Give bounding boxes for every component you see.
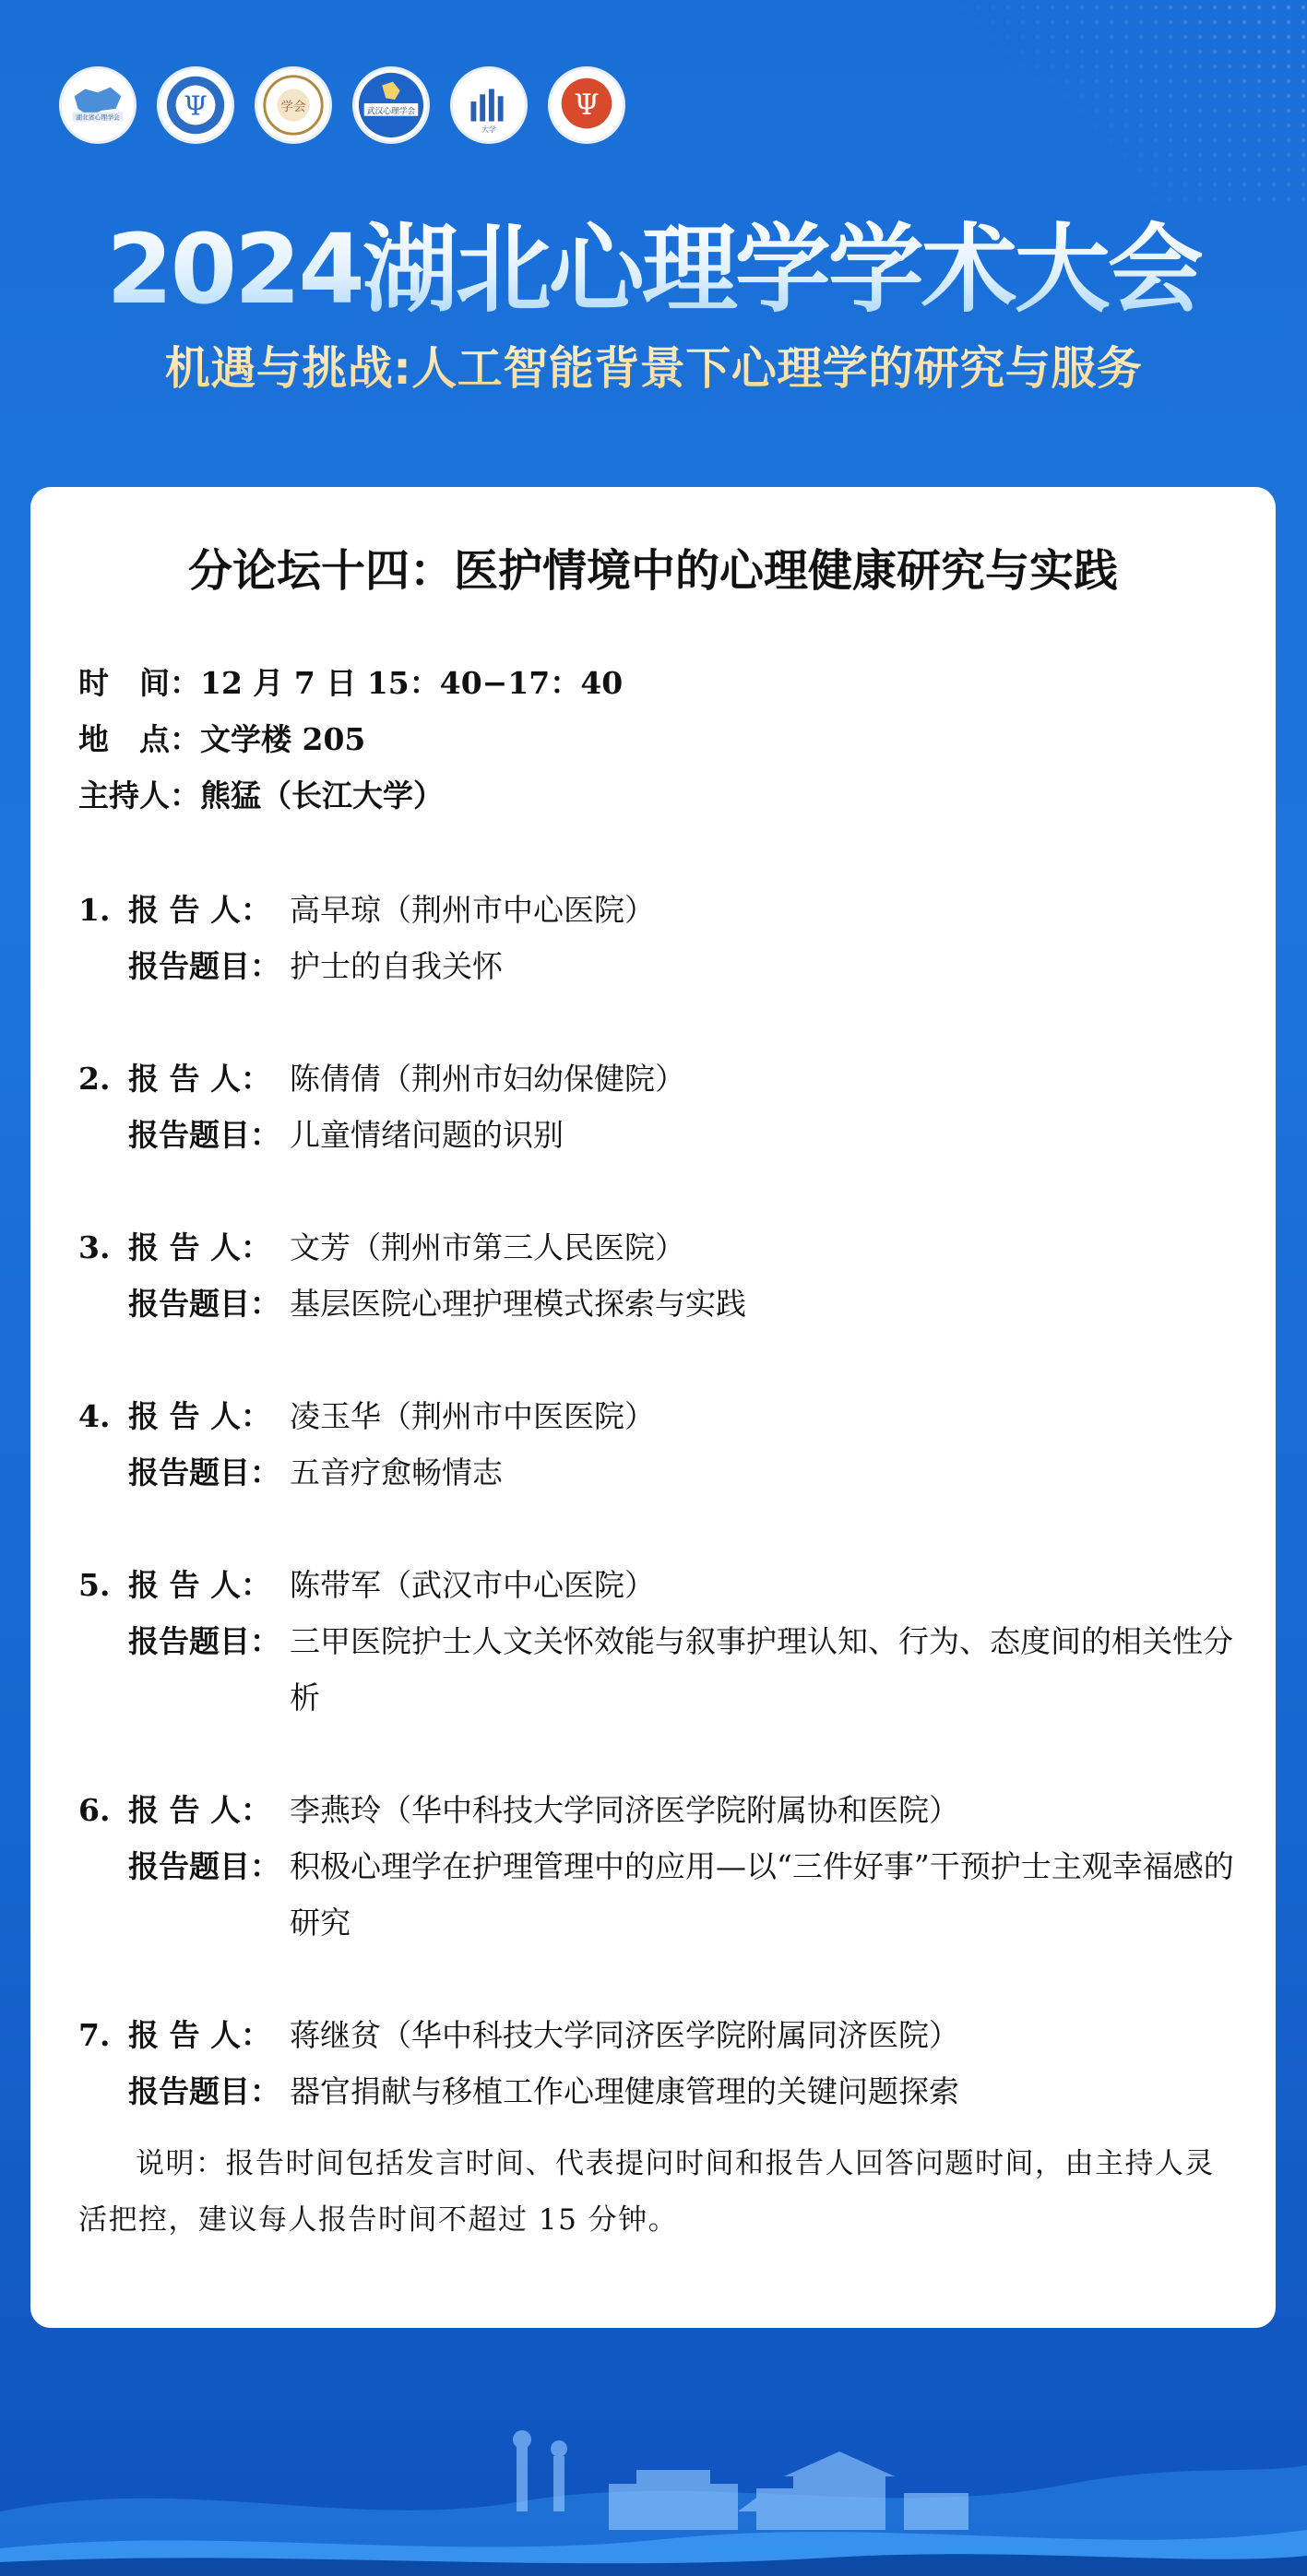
campus-skyline-illustration	[0, 2373, 1307, 2576]
talk-number: 4.	[78, 1398, 111, 1434]
talk-number: 3.	[78, 1229, 111, 1265]
time-row	[78, 655, 623, 711]
topic-label: 报告题目：	[128, 1117, 280, 1153]
psi-2024-logo	[548, 66, 625, 144]
reporter-name: 高早琼（荆州市中心医院）	[290, 892, 655, 928]
talk-item	[78, 1219, 1241, 1332]
logo-text: Ψ	[184, 89, 208, 122]
topic-label: 报告题目：	[128, 1623, 280, 1659]
topic-label: 报告题目：	[128, 948, 280, 984]
university-seal-logo	[255, 66, 332, 144]
talk-topic: 积极心理学在护理管理中的应用—以“三件好事”干预护士主观幸福感的研究	[290, 1848, 1234, 1941]
host-label: 主持人：	[78, 778, 200, 813]
reporter-name: 陈带军（武汉市中心医院）	[290, 1567, 655, 1603]
talk-topic: 基层医院心理护理模式探索与实践	[290, 1286, 746, 1322]
host-row	[78, 767, 623, 824]
place-value: 文学楼 205	[200, 721, 366, 757]
talk-topic: 儿童情绪问题的识别	[290, 1117, 564, 1153]
talk-list	[78, 882, 1241, 2176]
logo-graphic	[62, 68, 134, 142]
reporter-label: 报 告 人：	[128, 1229, 271, 1265]
logo-graphic	[160, 68, 232, 142]
hubei-psychology-society-logo	[59, 66, 137, 144]
place-row	[78, 711, 623, 767]
time-value: 12 月 7 日 15：40−17：40	[200, 665, 624, 701]
talk-item	[78, 2007, 1241, 2119]
place-label: 地 点：	[78, 721, 200, 757]
logo-text: Ψ	[574, 88, 600, 122]
logo-text: 大学	[481, 125, 496, 135]
logo-graphic	[551, 68, 623, 142]
forum-title: 分论坛十四：医护情境中的心理健康研究与实践	[187, 545, 1118, 597]
wuhan-psychology-society-logo	[352, 66, 430, 144]
topic-label: 报告题目：	[128, 1286, 280, 1322]
logo-text: 学会	[280, 99, 306, 114]
session-info	[78, 655, 623, 824]
talk-number: 1.	[78, 892, 111, 928]
talk-item	[78, 1782, 1241, 1951]
talk-item	[78, 1557, 1241, 1726]
reporter-name: 文芳（荆州市第三人民医院）	[290, 1229, 685, 1265]
reporter-label: 报 告 人：	[128, 1061, 271, 1097]
reporter-label: 报 告 人：	[128, 2017, 271, 2053]
logo-graphic	[355, 68, 427, 142]
topic-label: 报告题目：	[128, 1848, 280, 1884]
talk-topic: 护士的自我关怀	[290, 948, 503, 984]
talk-topic: 五音疗愈畅情志	[290, 1454, 503, 1490]
talk-topic: 三甲医院护士人文关怀效能与叙事护理认知、行为、态度间的相关性分析	[290, 1623, 1233, 1715]
talk-number: 7.	[78, 2017, 111, 2053]
university-building-logo	[450, 66, 528, 144]
talk-topic: 器官捐献与移植工作心理健康管理的关键问题探索	[290, 2073, 959, 2109]
talk-number: 5.	[78, 1567, 111, 1603]
host-value: 熊猛（长江大学）	[200, 778, 444, 813]
reporter-label: 报 告 人：	[128, 1398, 271, 1434]
schedule-note: 说明：报告时间包括发言时间、代表提问时间和报告人回答问题时间，由主持人灵活把控，建议每人报告时间不超过 15 分钟。	[78, 2147, 1215, 2237]
conference-title: 2024湖北心理学学术大会	[0, 214, 1307, 325]
reporter-label: 报 告 人：	[128, 1567, 271, 1603]
logo-text: 武汉心理学会	[366, 106, 416, 116]
talk-number: 6.	[78, 1792, 111, 1828]
reporter-name: 陈倩倩（荆州市妇幼保健院）	[290, 1061, 685, 1097]
psychology-association-logo	[157, 66, 234, 144]
logo-graphic	[257, 68, 329, 142]
reporter-name: 蒋继贫（华中科技大学同济医学院附属同济医院）	[290, 2017, 959, 2053]
time-label: 时 间：	[78, 665, 200, 701]
logo-text: 湖北省心理学会	[76, 113, 120, 122]
conference-subtitle: 机遇与挑战:人工智能背景下心理学的研究与服务	[0, 337, 1307, 401]
topic-label: 报告题目：	[128, 1454, 280, 1490]
reporter-name: 凌玉华（荆州市中医医院）	[290, 1398, 655, 1434]
topic-label: 报告题目：	[128, 2073, 280, 2109]
reporter-label: 报 告 人：	[128, 1792, 271, 1828]
talk-item	[78, 1388, 1241, 1501]
reporter-name: 李燕玲（华中科技大学同济医学院附属协和医院）	[290, 1792, 959, 1828]
forum-card	[30, 487, 1276, 2328]
talk-item	[78, 882, 1241, 994]
logo-graphic	[453, 68, 525, 142]
reporter-label: 报 告 人：	[128, 892, 271, 928]
logo-row	[59, 66, 625, 144]
talk-number: 2.	[78, 1061, 111, 1097]
decorative-dot-pattern	[956, 0, 1307, 203]
talk-item	[78, 1051, 1241, 1163]
